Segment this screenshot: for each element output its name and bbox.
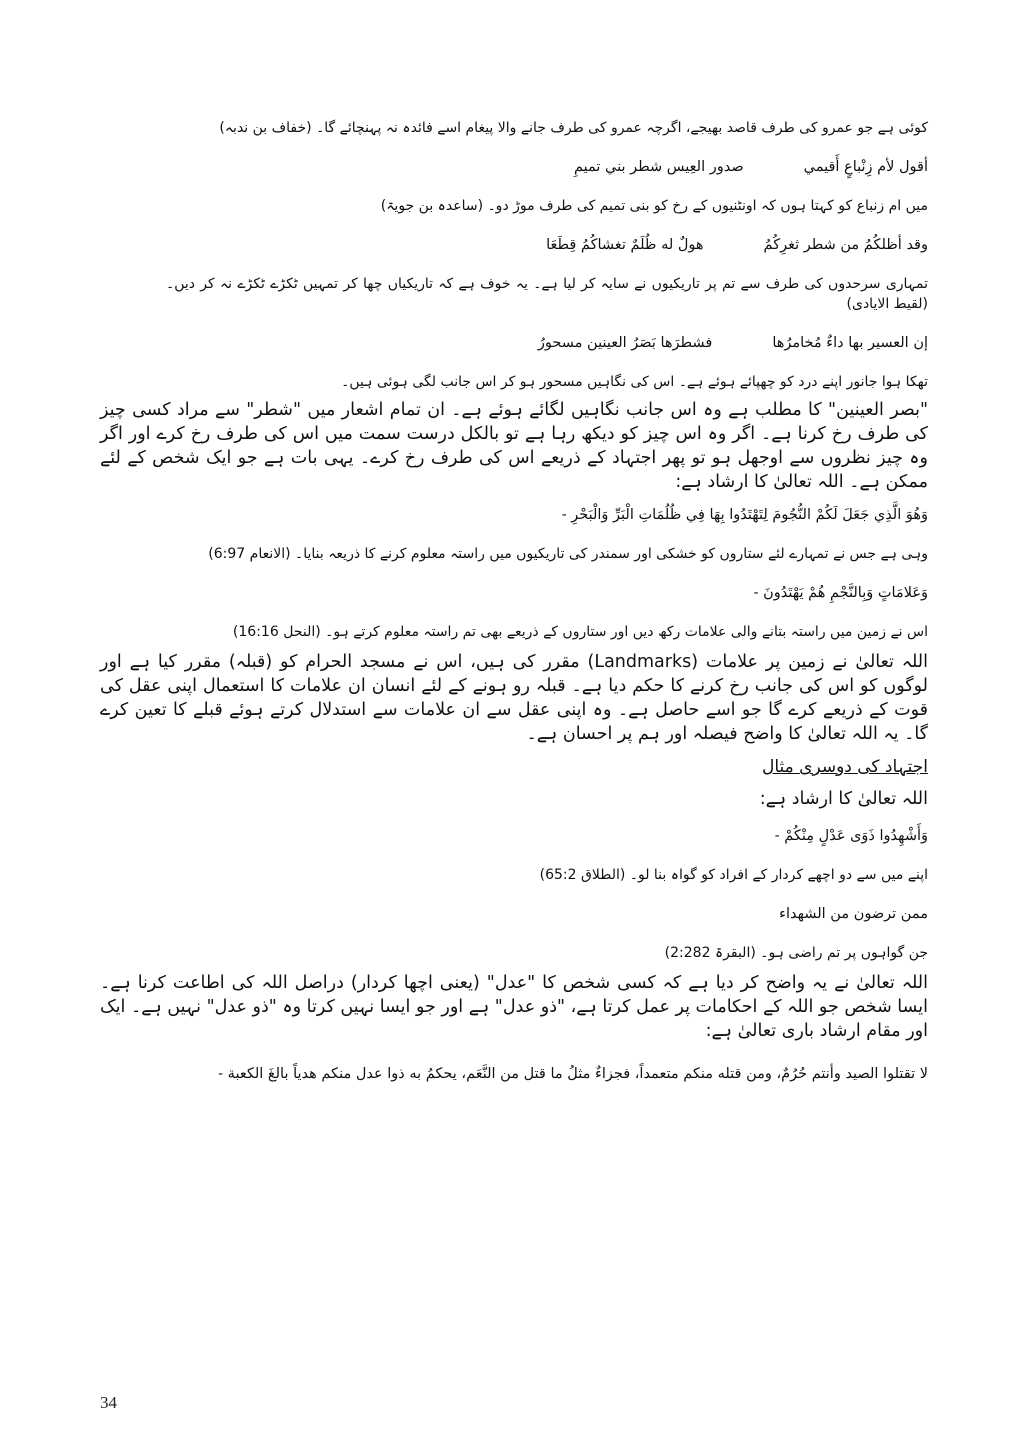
poetry-section	[166, 118, 928, 392]
translation-paragraph: تمہاری سرحدوں کی طرف سے تم پر تاریکیوں نے سایہ کر لیا ہے۔ یہ خوف ہے کہ تاریکیاں چھا کر تمہیں ٹکڑے ٹکڑے نہ کر دیں۔ (لقیط الایادی)	[166, 276, 928, 312]
body-paragraph: اللہ تعالیٰ کا ارشاد ہے:	[759, 789, 928, 809]
arabic-verse	[166, 332, 928, 354]
body-paragraph: "بصر العینین" کا مطلب ہے وہ اس جانب نگاہیں لگائے ہوئے ہے۔ ان تمام اشعار میں "شطر" سے مراد کسی چیز کی طرف رخ کرنا ہے۔ اگر وہ اس چیز کو دیکھ رہا ہے تو بالکل درست سمت میں اس کی طرف رخ کرے اور اگر وہ چیز نظروں سے اوجھل ہو تو پھر اجتہاد کے ذریعے اس کی طرف رخ کرے۔ یہی بات ہے جو ایک شخص کے لئے ممکن ہے۔ اللہ تعالیٰ کا ارشاد ہے:	[100, 400, 928, 492]
quran-section	[166, 1057, 928, 1091]
verse-hemistich: صدور العِيس شطر بني تميمِ	[573, 159, 744, 175]
arabic-verse	[166, 234, 928, 256]
verse-hemistich: هولٌ له ظُلَمٌ تغشاكُمُ قِطَعَا	[546, 237, 704, 253]
translation-paragraph: اپنے میں سے دو اچھے کردار کے افراد کو گواہ بنا لو۔ (الطلاق 65:2)	[539, 867, 928, 883]
translation-paragraph: اس نے زمین میں راستہ بتانے والی علامات رکھ دیں اور ستاروں کے ذریعے بھی تم راستہ معلوم کرتے ہو۔ (النحل 16:16)	[232, 624, 928, 640]
translation-paragraph: کوئی ہے جو عمرو کی طرف قاصد بھیجے، اگرچہ عمرو کی طرف جانے والا پیغام اسے فائدہ نہ پہنچائے گا۔ (خفاف بن ندبہ)	[219, 120, 928, 136]
body-paragraph: اللہ تعالیٰ نے یہ واضح کر دیا ہے کہ کسی شخص کا "عدل" (یعنی اچھا کردار) دراصل اللہ کی اطاعت کرنا ہے۔ ایسا شخص جو اللہ کے احکامات پر عمل کرتا ہے، "ذو عدل" ہے اور جو ایسا نہیں کرتا وہ "ذو عدل" نہیں ہے۔ ایک اور مقام ارشاد باری تعالیٰ ہے:	[100, 973, 928, 1041]
verse-hemistich: أقول لأم زِنْباعٍ أَقيمي	[803, 159, 928, 175]
page-body	[100, 118, 928, 1109]
verse-hemistich: إن العسير بها داءٌ مُخامرُها	[772, 335, 928, 351]
translation-paragraph: وہی ہے جس نے تمہارے لئے ستاروں کو خشکی اور سمندر کی تاریکیوں میں راستہ معلوم کرنے کا ذریعہ بنایا۔ (الانعام 6:97)	[208, 546, 928, 562]
section-heading: اجتہاد کی دوسری مثال	[761, 757, 928, 777]
quran-section	[166, 825, 928, 963]
arabic-verse	[166, 156, 928, 178]
quran-verse: وَعَلامَاتٍ وَبِالنَّجْمِ هُمْ يَهْتَدُونَ -	[753, 585, 928, 601]
translation-paragraph: جن گواہوں پر تم راضی ہو۔ (البقرۃ 2:282)	[664, 945, 928, 961]
verse-hemistich: فشطرَها بَصَرُ العينين مسحورُ	[537, 335, 713, 351]
quran-verse: ممن ترضون من الشهداء	[779, 906, 928, 922]
quran-verse: لا تقتلوا الصيد وأنتم حُرُمٌ، ومن قتله منكم متعمداً، فجزاءٌ مثلُ ما قتل من النَّعَم، يحكمُ به ذوا عدل منكم هدياً بالغَ الكعبة -	[218, 1066, 928, 1082]
verse-hemistich: وقد أظلكُمُ من شطر ثغرِكُمُ	[763, 237, 928, 253]
quran-verse: وَأَشْهِدُوا ذَوَى عَدْلٍ مِنْكُمْ -	[774, 828, 928, 844]
translation-paragraph: تھکا ہوا جانور اپنے درد کو چھپائے ہوئے ہے۔ اس کی نگاہیں مسحور ہو کر اس جانب لگی ہوئی ہیں۔	[341, 374, 928, 390]
quran-section	[166, 504, 928, 642]
body-paragraph: اللہ تعالیٰ نے زمین پر علامات (Landmarks) مقرر کی ہیں، اس نے مسجد الحرام کو (قبلہ) مقرر کیا ہے اور لوگوں کو اس کی جانب رخ کرنے کا حکم دیا ہے۔ قبلہ رو ہونے کے لئے انسان ان علامات کا استعمال اپنی عقل کی قوت کے ذریعے کرے گا جو اسے حاصل ہے۔ وہ اپنی عقل سے ان علامات سے استدلال کرتے ہوئے قبلے کا تعین کرے گا۔ یہ اللہ تعالیٰ کا واضح فیصلہ اور ہم پر احسان ہے۔	[100, 652, 928, 744]
page-number: 34	[100, 1393, 117, 1412]
translation-paragraph: میں ام زنباع کو کہتا ہوں کہ اونٹنیوں کے رخ کو بنی تمیم کی طرف موڑ دو۔ (ساعدہ بن جویۃ)	[380, 198, 928, 214]
quran-verse: وَهُوَ الَّذِي جَعَلَ لَكُمْ النُّجُومَ لِتَهْتَدُوا بِهَا فِي ظُلُمَاتِ الْبَرِّ وَالْبَحْرِ -	[561, 507, 928, 523]
